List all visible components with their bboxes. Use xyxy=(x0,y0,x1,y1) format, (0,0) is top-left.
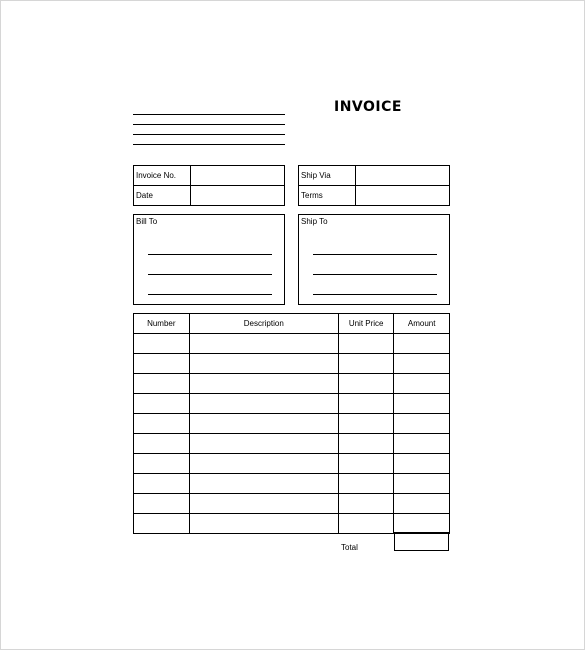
unit-price-cell[interactable] xyxy=(338,334,393,354)
unit-price-cell[interactable] xyxy=(338,354,393,374)
number-cell[interactable] xyxy=(134,454,190,474)
column-header-description: Description xyxy=(189,314,338,334)
terms-label: Terms xyxy=(299,186,356,206)
amount-cell[interactable] xyxy=(394,474,450,494)
number-cell[interactable] xyxy=(134,474,190,494)
date-label: Date xyxy=(134,186,191,206)
ship-to-line xyxy=(313,274,437,275)
number-cell[interactable] xyxy=(134,414,190,434)
number-cell[interactable] xyxy=(134,374,190,394)
number-cell[interactable] xyxy=(134,354,190,374)
address-line xyxy=(133,134,285,135)
line-items-body xyxy=(134,334,450,534)
description-cell[interactable] xyxy=(189,414,338,434)
unit-price-cell[interactable] xyxy=(338,494,393,514)
ship-to-line xyxy=(313,294,437,295)
unit-price-cell[interactable] xyxy=(338,434,393,454)
ship-to-label: Ship To xyxy=(301,217,328,226)
table-row xyxy=(134,414,450,434)
description-cell[interactable] xyxy=(189,474,338,494)
column-header-amount: Amount xyxy=(394,314,450,334)
invoice-no-field[interactable] xyxy=(191,166,285,186)
table-row xyxy=(134,474,450,494)
address-line xyxy=(133,144,285,145)
description-cell[interactable] xyxy=(189,354,338,374)
unit-price-cell[interactable] xyxy=(338,394,393,414)
number-cell[interactable] xyxy=(134,394,190,414)
bill-to-box[interactable] xyxy=(133,214,285,305)
table-row xyxy=(134,434,450,454)
amount-cell[interactable] xyxy=(394,394,450,414)
description-cell[interactable] xyxy=(189,374,338,394)
ship-to-line xyxy=(313,254,437,255)
line-items-table xyxy=(133,313,450,534)
bill-to-line xyxy=(148,294,272,295)
amount-cell[interactable] xyxy=(394,434,450,454)
amount-cell[interactable] xyxy=(394,494,450,514)
invoice-meta-right xyxy=(298,165,450,206)
table-row xyxy=(134,394,450,414)
table-row xyxy=(134,374,450,394)
table-row xyxy=(134,354,450,374)
ship-via-field[interactable] xyxy=(356,166,450,186)
description-cell[interactable] xyxy=(189,434,338,454)
date-field[interactable] xyxy=(191,186,285,206)
amount-cell[interactable] xyxy=(394,514,450,534)
description-cell[interactable] xyxy=(189,494,338,514)
description-cell[interactable] xyxy=(189,394,338,414)
total-label: Total xyxy=(341,543,358,552)
terms-field[interactable] xyxy=(356,186,450,206)
unit-price-cell[interactable] xyxy=(338,454,393,474)
bill-to-line xyxy=(148,254,272,255)
unit-price-cell[interactable] xyxy=(338,474,393,494)
table-row xyxy=(134,494,450,514)
description-cell[interactable] xyxy=(189,454,338,474)
number-cell[interactable] xyxy=(134,514,190,534)
bill-to-label: Bill To xyxy=(136,217,158,226)
table-row xyxy=(134,514,450,534)
unit-price-cell[interactable] xyxy=(338,374,393,394)
number-cell[interactable] xyxy=(134,434,190,454)
amount-cell[interactable] xyxy=(394,354,450,374)
number-cell[interactable] xyxy=(134,334,190,354)
description-cell[interactable] xyxy=(189,334,338,354)
address-line xyxy=(133,124,285,125)
amount-cell[interactable] xyxy=(394,334,450,354)
table-row xyxy=(134,334,450,354)
description-cell[interactable] xyxy=(189,514,338,534)
number-cell[interactable] xyxy=(134,494,190,514)
invoice-meta-left xyxy=(133,165,285,206)
invoice-no-label: Invoice No. xyxy=(134,166,191,186)
table-row xyxy=(134,454,450,474)
ship-to-box[interactable] xyxy=(298,214,450,305)
unit-price-cell[interactable] xyxy=(338,414,393,434)
column-header-unit-price: Unit Price xyxy=(338,314,393,334)
amount-cell[interactable] xyxy=(394,374,450,394)
amount-cell[interactable] xyxy=(394,454,450,474)
bill-to-line xyxy=(148,274,272,275)
unit-price-cell[interactable] xyxy=(338,514,393,534)
address-line xyxy=(133,114,285,115)
amount-cell[interactable] xyxy=(394,414,450,434)
column-header-number: Number xyxy=(134,314,190,334)
total-field[interactable] xyxy=(394,532,449,551)
invoice-title: INVOICE xyxy=(334,99,402,115)
ship-via-label: Ship Via xyxy=(299,166,356,186)
